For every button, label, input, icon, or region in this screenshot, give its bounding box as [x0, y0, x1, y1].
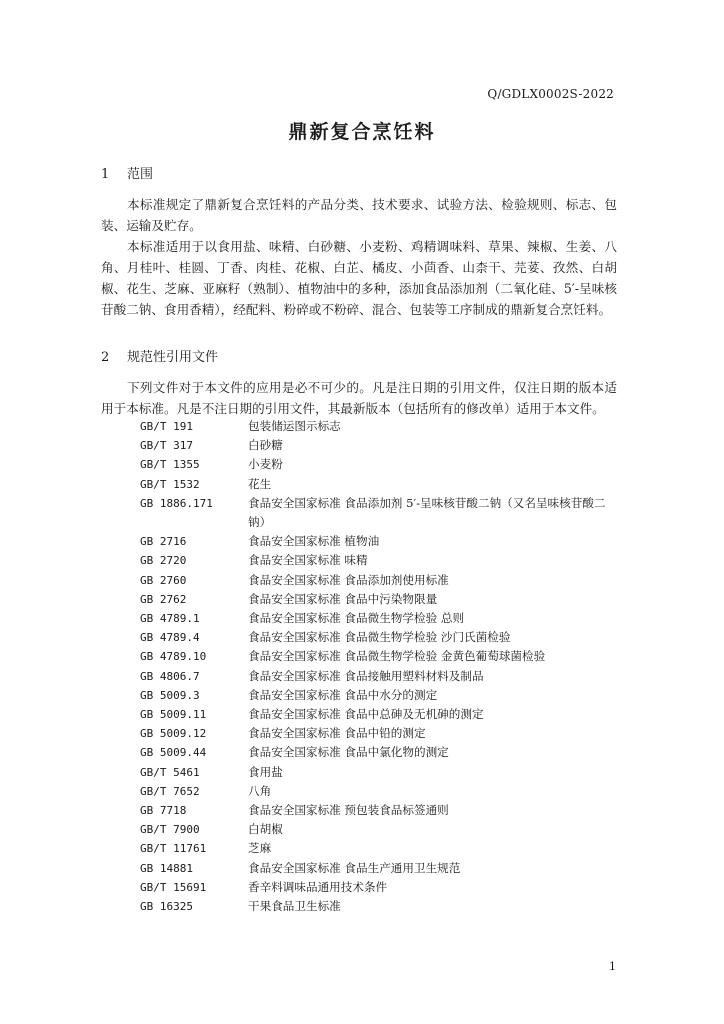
reference-title: 食品安全国家标准 食品中水分的测定	[248, 687, 438, 702]
section-title: 范围	[127, 167, 154, 182]
reference-item	[140, 878, 620, 897]
reference-code: GB 5009.12	[140, 727, 207, 741]
reference-title: 食品安全国家标准 味精	[248, 553, 368, 568]
reference-item	[140, 839, 620, 858]
reference-item	[140, 475, 620, 494]
reference-title: 食品安全国家标准 食品微生物学检验 金黄色葡萄球菌检验	[248, 649, 546, 664]
section-number: 1	[101, 167, 110, 182]
reference-item	[140, 801, 620, 820]
reference-title: 食品安全国家标准 食品中污染物限量	[248, 591, 438, 606]
reference-title: 芝麻	[248, 841, 272, 856]
reference-item	[140, 724, 620, 743]
reference-code: GB 2762	[140, 592, 187, 606]
reference-code: GB 4789.1	[140, 612, 200, 626]
reference-item	[140, 782, 620, 801]
reference-code: GB/T 7652	[140, 784, 200, 798]
reference-code: GB/T 317	[140, 439, 193, 453]
reference-title: 八角	[248, 783, 272, 798]
reference-title: 食品安全国家标准 食品中氯化物的测定	[248, 745, 449, 760]
reference-code: GB/T 191	[140, 420, 193, 433]
reference-item	[140, 436, 620, 455]
reference-item	[140, 628, 620, 647]
reference-code: GB/T 7900	[140, 823, 200, 837]
section-heading-scope	[101, 163, 153, 182]
reference-item	[140, 571, 620, 590]
reference-code: GB 4789.4	[140, 631, 200, 645]
normative-paragraph: 下列文件对于本文件的应用是必不可少的。凡是注日期的引用文件，仅注日期的版本适用于本标准。凡是不注日期的引用文件，其最新版本（包括所有的修改单）适用于本文件。	[101, 380, 617, 416]
reference-item	[140, 590, 620, 609]
reference-code: GB 2716	[140, 535, 187, 549]
reference-code: GB/T 5461	[140, 765, 200, 779]
reference-title: 食品安全国家标准 食品生产通用卫生规范	[248, 860, 461, 875]
reference-title: 干果食品卫生标准	[248, 899, 341, 914]
reference-code: GB 5009.3	[140, 688, 200, 702]
reference-item	[140, 743, 620, 762]
reference-title: 香辛料调味品通用技术条件	[248, 879, 388, 894]
section-title: 规范性引用文件	[127, 350, 219, 365]
reference-code: GB 2720	[140, 554, 187, 568]
reference-item	[140, 686, 620, 705]
reference-item	[140, 859, 620, 878]
reference-item	[140, 820, 620, 839]
reference-code: GB 1886.171	[140, 496, 213, 510]
reference-code: GB 2760	[140, 573, 187, 587]
reference-title: 食品安全国家标准 食品中总砷及无机砷的测定	[248, 707, 484, 722]
reference-code: GB 4806.7	[140, 669, 200, 683]
page-number: 1	[609, 960, 616, 973]
reference-item	[140, 455, 620, 474]
reference-title: 包装储运图示标志	[248, 419, 341, 433]
reference-item	[140, 417, 620, 436]
reference-item	[140, 897, 620, 916]
scope-paragraph-1: 本标准规定了鼎新复合烹饪料的产品分类、技术要求、试验方法、检验规则、标志、包装、运输及贮存。	[101, 197, 617, 233]
reference-title: 食品安全国家标准 食品添加剂 5′-呈味核苷酸二钠（又名呈味核苷酸二钠）	[248, 495, 606, 530]
reference-title: 白胡椒	[248, 822, 283, 837]
document-title: 鼎新复合烹饪料	[288, 121, 436, 143]
reference-title: 白砂糖	[248, 438, 283, 453]
reference-title: 食品安全国家标准 食品添加剂使用标准	[248, 572, 449, 587]
reference-item	[140, 609, 620, 628]
reference-code: GB/T 11761	[140, 842, 207, 856]
reference-title: 食品安全国家标准 食品微生物学检验 总则	[248, 611, 465, 626]
scope-paragraph-2: 本标准适用于以食用盐、味精、白砂糖、小麦粉、鸡精调味料、草果、辣椒、生姜、八角、月桂叶、桂圆、丁香、肉桂、花椒、白芷、橘皮、小茴香、山柰干、芫荽、孜然、白胡椒、花生、芝麻、亚麻籽（熟制）、植物油中的多种，添加食品添加剂（二氧化硅、5′-呈味核苷酸二钠、食用香精），经配料、粉碎或不粉碎、混合、包装等工序制成的鼎新复合烹饪料。	[101, 239, 617, 317]
reference-code: GB 5009.11	[140, 708, 207, 722]
reference-title: 小麦粉	[248, 457, 283, 472]
reference-item	[140, 667, 620, 686]
reference-code: GB 5009.44	[140, 746, 207, 760]
reference-item	[140, 763, 620, 782]
reference-title: 食品安全国家标准 植物油	[248, 534, 380, 549]
reference-title: 食用盐	[248, 764, 283, 779]
reference-code: GB 4789.10	[140, 650, 207, 664]
reference-item	[140, 532, 620, 551]
reference-item	[140, 705, 620, 724]
reference-code: GB 16325	[140, 900, 193, 914]
section-number: 2	[101, 350, 110, 365]
section-heading-normative	[101, 346, 218, 365]
reference-code: GB 14881	[140, 861, 193, 875]
reference-item	[140, 551, 620, 570]
reference-code: GB/T 1355	[140, 458, 200, 472]
reference-item	[140, 494, 620, 532]
reference-code: GB/T 15691	[140, 880, 207, 894]
reference-title: 食品安全国家标准 食品微生物学检验 沙门氏菌检验	[248, 630, 511, 645]
reference-item	[140, 647, 620, 666]
standard-code: Q/GDLX0002S-2022	[487, 87, 614, 101]
reference-code: GB 7718	[140, 804, 187, 818]
reference-code: GB/T 1532	[140, 477, 200, 491]
reference-title: 食品安全国家标准 预包装食品标签通则	[248, 803, 449, 818]
reference-title: 花生	[248, 476, 272, 491]
reference-title: 食品安全国家标准 食品接触用塑料材料及制品	[248, 668, 484, 683]
reference-title: 食品安全国家标准 食品中铅的测定	[248, 726, 426, 741]
reference-list	[140, 417, 620, 916]
